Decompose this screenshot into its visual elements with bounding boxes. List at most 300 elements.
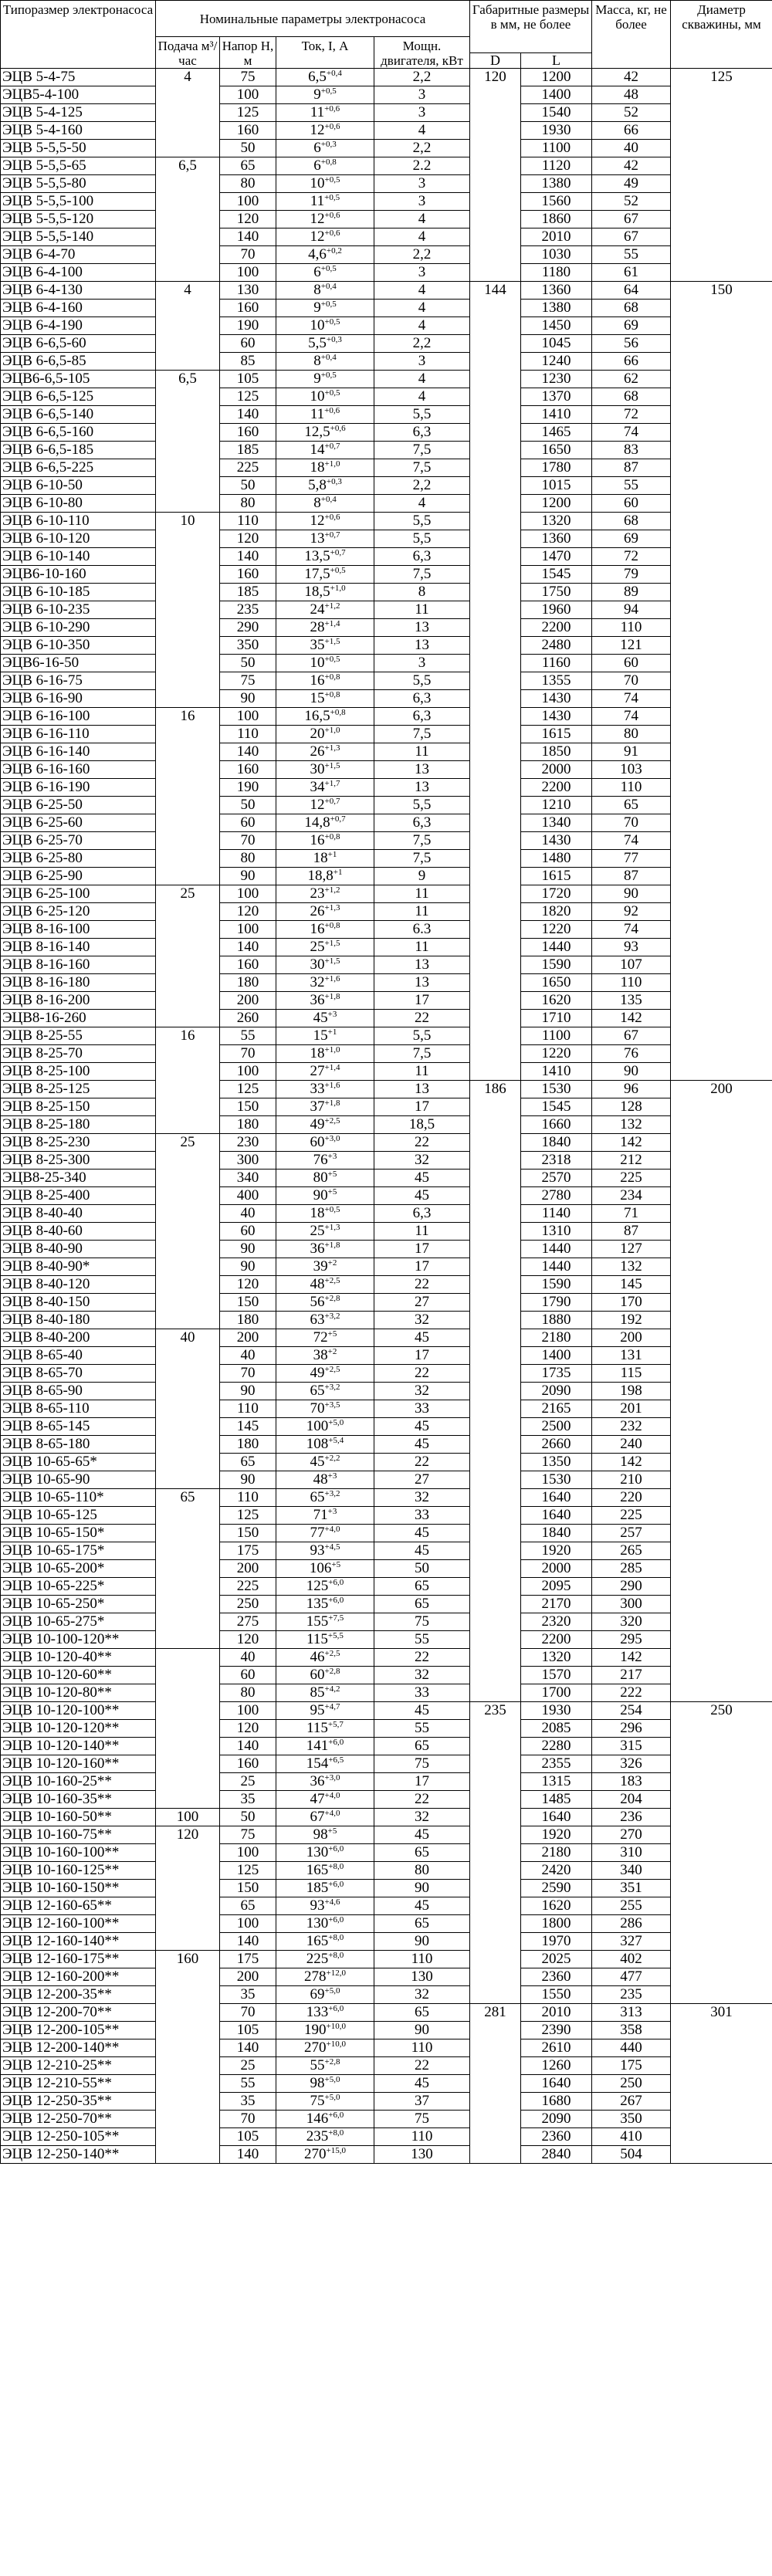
head-value: 70 — [220, 1045, 276, 1063]
current-tolerance: +5 — [327, 1170, 337, 1179]
dimension-l: 1355 — [521, 672, 592, 690]
current-base: 26 — [310, 903, 325, 919]
table-row — [1, 1063, 772, 1081]
table-row — [1, 424, 772, 442]
pump-type: ЭЦВ 10-65-275* — [1, 1613, 156, 1631]
power-value: 13 — [374, 956, 470, 974]
dimension-l: 1750 — [521, 584, 592, 601]
mass-value: 255 — [592, 1897, 671, 1915]
current-value — [276, 1649, 374, 1667]
mass-value: 65 — [592, 797, 671, 814]
power-value: 22 — [374, 1134, 470, 1152]
current-tolerance: +1,8 — [324, 992, 340, 1001]
power-value: 75 — [374, 1613, 470, 1631]
current-base: 23 — [310, 885, 325, 902]
pump-type: ЭЦВ 6-10-235 — [1, 601, 156, 619]
table-row — [1, 1081, 772, 1098]
dimension-l: 1850 — [521, 743, 592, 761]
dimension-l: 1015 — [521, 477, 592, 495]
current-value — [276, 86, 374, 104]
mass-value: 74 — [592, 424, 671, 442]
pump-type: ЭЦВ 8-25-180 — [1, 1116, 156, 1134]
current-value — [276, 1968, 374, 1986]
power-value: 17 — [374, 1347, 470, 1365]
current-tolerance: +0,7 — [324, 530, 340, 540]
current-value — [276, 1773, 374, 1791]
power-value: 75 — [374, 1755, 470, 1773]
pump-type: ЭЦВ 10-120-140** — [1, 1738, 156, 1755]
power-value: 4 — [374, 282, 470, 300]
power-value: 5,5 — [374, 530, 470, 548]
table-row — [1, 1454, 772, 1471]
current-tolerance: +2,2 — [324, 1454, 340, 1463]
head-value: 120 — [220, 530, 276, 548]
table-row — [1, 282, 772, 300]
current-tolerance: +0,4 — [320, 495, 337, 504]
head-value: 140 — [220, 743, 276, 761]
well-diameter: 125 — [671, 69, 772, 282]
table-row — [1, 513, 772, 530]
current-value — [276, 1596, 374, 1613]
current-base: 25 — [310, 939, 325, 955]
current-tolerance: +5 — [331, 1560, 341, 1569]
power-value: 45 — [374, 1702, 470, 1720]
power-value: 8 — [374, 584, 470, 601]
current-value — [276, 2093, 374, 2111]
current-value — [276, 1862, 374, 1880]
mass-value: 350 — [592, 2111, 671, 2128]
head-value: 140 — [220, 1933, 276, 1951]
dimension-l: 1590 — [521, 956, 592, 974]
mass-value: 142 — [592, 1649, 671, 1667]
pump-type: ЭЦВ 10-65-150* — [1, 1525, 156, 1542]
current-value — [276, 814, 374, 832]
mass-value: 60 — [592, 495, 671, 513]
head-value: 70 — [220, 2004, 276, 2022]
current-base: 185 — [306, 1880, 329, 1896]
pump-type: ЭЦВ 12-200-140** — [1, 2039, 156, 2057]
table-row — [1, 1667, 772, 1684]
pump-type: ЭЦВ 5-5,5-50 — [1, 140, 156, 157]
mass-value: 198 — [592, 1383, 671, 1400]
current-base: 36 — [310, 1241, 325, 1257]
current-value — [276, 548, 374, 566]
current-tolerance: +0,8 — [324, 921, 340, 930]
current-value — [276, 939, 374, 956]
current-value — [276, 672, 374, 690]
dimension-l: 1320 — [521, 513, 592, 530]
head-value: 100 — [220, 1702, 276, 1720]
power-value: 45 — [374, 2075, 470, 2093]
table-row — [1, 1418, 772, 1436]
current-value — [276, 442, 374, 459]
mass-value: 128 — [592, 1098, 671, 1116]
power-value: 11 — [374, 743, 470, 761]
table-row — [1, 2146, 772, 2164]
pump-type: ЭЦВ 6-25-80 — [1, 850, 156, 868]
dimension-l: 1465 — [521, 424, 592, 442]
head-value: 35 — [220, 1986, 276, 2004]
flow-rate: 4 — [156, 282, 220, 371]
flow-rate: 65 — [156, 1489, 220, 1649]
table-row — [1, 903, 772, 921]
pump-type: ЭЦВ 10-120-160** — [1, 1755, 156, 1773]
mass-value: 250 — [592, 2075, 671, 2093]
head-value: 340 — [220, 1170, 276, 1187]
current-base: 36 — [310, 1773, 325, 1789]
power-value: 2,2 — [374, 335, 470, 353]
power-value: 5,5 — [374, 797, 470, 814]
mass-value: 235 — [592, 1986, 671, 2004]
current-base: 95 — [310, 1702, 325, 1718]
power-value: 65 — [374, 1738, 470, 1755]
current-tolerance: +5,4 — [328, 1436, 344, 1445]
mass-value: 52 — [592, 193, 671, 211]
head-value: 100 — [220, 921, 276, 939]
current-base: 12 — [310, 122, 325, 138]
flow-rate — [156, 1649, 220, 1809]
head-value: 35 — [220, 2093, 276, 2111]
head-value: 120 — [220, 1631, 276, 1649]
current-value — [276, 868, 374, 885]
current-tolerance: +0,7 — [324, 442, 340, 451]
table-row — [1, 1525, 772, 1542]
dimension-l: 1430 — [521, 708, 592, 726]
head-value: 65 — [220, 1897, 276, 1915]
current-tolerance: +1,4 — [324, 619, 340, 628]
power-value: 45 — [374, 1826, 470, 1844]
current-base: 36 — [310, 992, 325, 1008]
mass-value: 132 — [592, 1116, 671, 1134]
current-tolerance: +3 — [327, 1471, 337, 1481]
dimension-d: 235 — [470, 1702, 521, 2004]
pump-type: ЭЦВ 5-4-125 — [1, 104, 156, 122]
pump-type: ЭЦВ 6-6,5-185 — [1, 442, 156, 459]
current-tolerance: +6,0 — [328, 1915, 344, 1924]
current-tolerance: +3 — [327, 1152, 337, 1161]
current-tolerance: +8,0 — [328, 2128, 344, 2138]
mass-value: 42 — [592, 69, 671, 86]
mass-value: 94 — [592, 601, 671, 619]
current-tolerance: +3,2 — [324, 1383, 340, 1392]
current-tolerance: +1 — [327, 850, 337, 859]
pump-type: ЭЦВ 5-5,5-65 — [1, 157, 156, 175]
mass-value: 225 — [592, 1507, 671, 1525]
table-row — [1, 157, 772, 175]
current-tolerance: +5,0 — [324, 2075, 340, 2084]
current-base: 65 — [310, 1489, 325, 1505]
current-value — [276, 619, 374, 637]
current-base: 18 — [310, 1205, 325, 1221]
mass-value: 115 — [592, 1365, 671, 1383]
dimension-l: 1230 — [521, 371, 592, 388]
current-tolerance: +6,0 — [328, 1596, 344, 1605]
table-row — [1, 140, 772, 157]
header-well: Диаметр скважины, мм — [671, 1, 772, 69]
pump-type: ЭЦВ 12-160-100** — [1, 1915, 156, 1933]
current-tolerance: +1,7 — [324, 779, 340, 788]
head-value: 40 — [220, 1205, 276, 1223]
current-tolerance: +5,0 — [324, 2093, 340, 2102]
table-row — [1, 956, 772, 974]
dimension-l: 2660 — [521, 1436, 592, 1454]
head-value: 80 — [220, 850, 276, 868]
pump-type: ЭЦВ 10-160-100** — [1, 1844, 156, 1862]
head-value: 250 — [220, 1596, 276, 1613]
pump-type: ЭЦВ 6-6,5-60 — [1, 335, 156, 353]
pump-type: ЭЦВ 6-16-160 — [1, 761, 156, 779]
table-row — [1, 2093, 772, 2111]
current-tolerance: +1,6 — [324, 974, 340, 983]
current-value — [276, 1560, 374, 1578]
head-value: 185 — [220, 584, 276, 601]
head-value: 75 — [220, 69, 276, 86]
head-value: 105 — [220, 371, 276, 388]
mass-value: 142 — [592, 1010, 671, 1027]
head-value: 120 — [220, 1276, 276, 1294]
pump-type: ЭЦВ 6-4-160 — [1, 300, 156, 317]
mass-value: 204 — [592, 1791, 671, 1809]
current-tolerance: +0,5 — [320, 300, 337, 309]
current-base: 71 — [313, 1507, 328, 1523]
head-value: 100 — [220, 708, 276, 726]
mass-value: 87 — [592, 1223, 671, 1241]
dimension-l: 2200 — [521, 619, 592, 637]
table-row — [1, 1880, 772, 1897]
head-value: 350 — [220, 637, 276, 655]
current-value — [276, 1880, 374, 1897]
current-value — [276, 2022, 374, 2039]
current-value — [276, 1418, 374, 1436]
mass-value: 52 — [592, 104, 671, 122]
current-tolerance: +15,0 — [326, 2146, 346, 2155]
current-tolerance: +5 — [327, 1187, 337, 1197]
current-tolerance: +2 — [327, 1347, 337, 1356]
pump-type: ЭЦВ 10-65-125 — [1, 1507, 156, 1525]
current-value — [276, 1755, 374, 1773]
table-row — [1, 1312, 772, 1329]
current-tolerance: +7,5 — [328, 1613, 344, 1623]
current-value — [276, 513, 374, 530]
table-row — [1, 1773, 772, 1791]
head-value: 100 — [220, 1063, 276, 1081]
pump-type: ЭЦВ 10-160-50** — [1, 1809, 156, 1826]
current-value — [276, 211, 374, 228]
table-row — [1, 832, 772, 850]
current-base: 146 — [306, 2111, 329, 2127]
table-row — [1, 1986, 772, 2004]
mass-value: 240 — [592, 1436, 671, 1454]
flow-rate: 40 — [156, 1329, 220, 1489]
current-tolerance: +0,3 — [326, 477, 342, 486]
pump-type: ЭЦВ 10-65-225* — [1, 1578, 156, 1596]
current-value — [276, 1063, 374, 1081]
current-base: 10 — [310, 175, 325, 191]
power-value: 45 — [374, 1329, 470, 1347]
table-row — [1, 1702, 772, 1720]
current-base: 48 — [313, 1471, 328, 1488]
dimension-l: 2200 — [521, 1631, 592, 1649]
power-value: 65 — [374, 1844, 470, 1862]
table-row — [1, 2128, 772, 2146]
head-value: 190 — [220, 317, 276, 335]
current-tolerance: +8,0 — [328, 1862, 344, 1871]
current-tolerance: +2,8 — [324, 2057, 340, 2067]
table-row — [1, 86, 772, 104]
table-row — [1, 1223, 772, 1241]
current-base: 35 — [310, 637, 325, 653]
table-row — [1, 1489, 772, 1507]
power-value: 32 — [374, 1809, 470, 1826]
pump-type: ЭЦВ 8-40-40 — [1, 1205, 156, 1223]
current-value — [276, 1383, 374, 1400]
head-value: 200 — [220, 1968, 276, 1986]
head-value: 160 — [220, 1755, 276, 1773]
current-base: 5,5 — [308, 335, 327, 351]
current-tolerance: +0,5 — [324, 193, 340, 202]
current-value — [276, 885, 374, 903]
pump-type: ЭЦВ8-16-260 — [1, 1010, 156, 1027]
pump-type: ЭЦВ 12-250-140** — [1, 2146, 156, 2164]
current-tolerance: +8,0 — [328, 1951, 344, 1960]
current-tolerance: +5,0 — [324, 1986, 340, 1995]
current-base: 11 — [310, 104, 325, 120]
head-value: 110 — [220, 1400, 276, 1418]
pump-type: ЭЦВ 8-25-55 — [1, 1027, 156, 1045]
head-value: 140 — [220, 939, 276, 956]
current-base: 93 — [310, 1897, 325, 1914]
current-tolerance: +1 — [333, 868, 343, 877]
head-value: 150 — [220, 1880, 276, 1897]
head-value: 50 — [220, 797, 276, 814]
power-value: 75 — [374, 2111, 470, 2128]
pump-type: ЭЦВ 12-200-35** — [1, 1986, 156, 2004]
table-row — [1, 814, 772, 832]
head-value: 25 — [220, 2057, 276, 2075]
current-value — [276, 264, 374, 282]
current-base: 18 — [310, 1045, 325, 1061]
mass-value: 127 — [592, 1241, 671, 1258]
table-row — [1, 1684, 772, 1702]
dimension-l: 2085 — [521, 1720, 592, 1738]
power-value: 110 — [374, 2039, 470, 2057]
mass-value: 70 — [592, 672, 671, 690]
current-base: 278 — [304, 1968, 327, 1985]
current-tolerance: +2,8 — [324, 1667, 340, 1676]
mass-value: 327 — [592, 1933, 671, 1951]
mass-value: 72 — [592, 548, 671, 566]
pump-type: ЭЦВ 6-10-110 — [1, 513, 156, 530]
current-value — [276, 1578, 374, 1596]
dimension-l: 2165 — [521, 1400, 592, 1418]
table-row — [1, 1329, 772, 1347]
mass-value: 296 — [592, 1720, 671, 1738]
head-value: 160 — [220, 300, 276, 317]
dimension-l: 1340 — [521, 814, 592, 832]
current-base: 16,5 — [304, 708, 330, 724]
power-value: 11 — [374, 903, 470, 921]
pump-type: ЭЦВ 6-16-110 — [1, 726, 156, 743]
flow-rate: 10 — [156, 513, 220, 708]
power-value: 4 — [374, 317, 470, 335]
current-value — [276, 424, 374, 442]
head-value: 60 — [220, 814, 276, 832]
current-value — [276, 1329, 374, 1347]
head-value: 175 — [220, 1542, 276, 1560]
current-base: 16 — [310, 672, 325, 689]
dimension-l: 2420 — [521, 1862, 592, 1880]
mass-value: 210 — [592, 1471, 671, 1489]
pump-type: ЭЦВ 8-25-300 — [1, 1152, 156, 1170]
dimension-l: 1615 — [521, 868, 592, 885]
head-value: 90 — [220, 1258, 276, 1276]
head-value: 150 — [220, 1525, 276, 1542]
current-value — [276, 1152, 374, 1170]
pump-type: ЭЦВ 6-10-50 — [1, 477, 156, 495]
power-value: 33 — [374, 1684, 470, 1702]
current-base: 9 — [313, 371, 321, 387]
current-base: 48 — [310, 1276, 325, 1292]
flow-rate: 6,5 — [156, 371, 220, 513]
current-value — [276, 1542, 374, 1560]
power-value: 6,3 — [374, 708, 470, 726]
pump-type: ЭЦВ 6-16-90 — [1, 690, 156, 708]
current-value — [276, 282, 374, 300]
mass-value: 66 — [592, 353, 671, 371]
current-base: 27 — [310, 1063, 325, 1079]
current-tolerance: +1,4 — [324, 1063, 340, 1072]
dimension-l: 1920 — [521, 1826, 592, 1844]
current-base: 141 — [306, 1738, 329, 1754]
flow-rate: 100 — [156, 1809, 220, 1826]
current-value — [276, 1489, 374, 1507]
current-base: 9 — [313, 300, 321, 316]
current-value — [276, 779, 374, 797]
current-base: 16 — [310, 832, 325, 848]
mass-value: 67 — [592, 211, 671, 228]
head-value: 110 — [220, 513, 276, 530]
dimension-l: 1860 — [521, 211, 592, 228]
current-tolerance: +6,5 — [328, 1755, 344, 1765]
dimension-l: 1100 — [521, 140, 592, 157]
mass-value: 62 — [592, 371, 671, 388]
pump-type: ЭЦВ 6-16-140 — [1, 743, 156, 761]
pump-type: ЭЦВ 8-16-140 — [1, 939, 156, 956]
dimension-d: 186 — [470, 1081, 521, 1702]
well-diameter: 250 — [671, 1702, 772, 2004]
mass-value: 92 — [592, 903, 671, 921]
table-row — [1, 1347, 772, 1365]
pump-type: ЭЦВ 6-16-190 — [1, 779, 156, 797]
dimension-l: 1545 — [521, 566, 592, 584]
current-tolerance: +6,0 — [328, 1880, 344, 1889]
current-tolerance: +0,6 — [324, 211, 340, 220]
mass-value: 64 — [592, 282, 671, 300]
pump-type: ЭЦВ 8-40-60 — [1, 1223, 156, 1241]
power-value: 32 — [374, 1383, 470, 1400]
power-value: 65 — [374, 2004, 470, 2022]
head-value: 50 — [220, 140, 276, 157]
current-base: 56 — [310, 1294, 325, 1310]
power-value: 7,5 — [374, 442, 470, 459]
current-value — [276, 708, 374, 726]
current-tolerance: +5,5 — [327, 1631, 344, 1640]
current-value — [276, 1844, 374, 1862]
mass-value: 76 — [592, 1045, 671, 1063]
current-base: 30 — [310, 761, 325, 777]
mass-value: 351 — [592, 1880, 671, 1897]
head-value: 55 — [220, 2075, 276, 2093]
